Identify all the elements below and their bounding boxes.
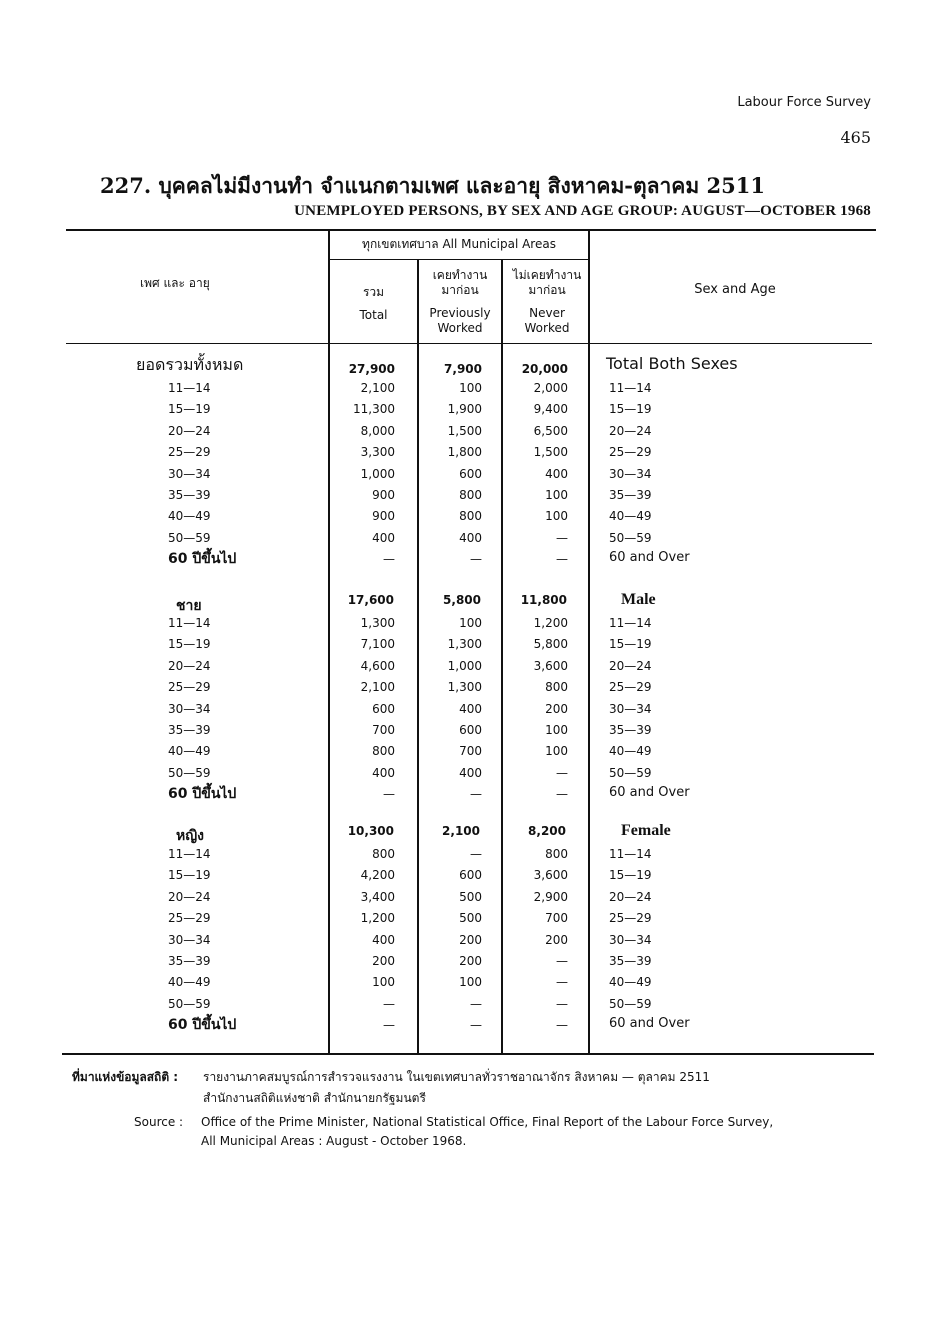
group-label-thai: หญิง [176, 828, 204, 844]
row-age-thai: 15—19 [168, 402, 211, 416]
source-thai-line-2: สำนักงานสถิติแห่งชาติ สำนักนายกรัฐมนตรี [203, 1091, 426, 1105]
row-prev-value: 1,800 [447, 445, 482, 459]
row-total-value: 3,400 [360, 890, 395, 904]
row-total-value: 400 [372, 933, 395, 947]
row-age-english: 25—29 [609, 445, 652, 459]
header-sex-age-english: Sex and Age [694, 282, 776, 297]
row-age-thai: 50—59 [168, 766, 211, 780]
row-never-value: — [556, 954, 568, 968]
table-bottom-rule [62, 1053, 874, 1055]
table-title-thai: 227. บุคคลไม่มีงานทำ จำแนกตามเพศ และอายุ สิงหาคม-ตุลาคม 2511 [100, 173, 765, 198]
row-prev-value: 1,900 [447, 402, 482, 416]
source-thai-label: ที่มาแห่งข้อมูลสถิติ : [72, 1070, 179, 1084]
row-never-value: 1,200 [533, 616, 568, 630]
row-prev-value: 800 [459, 488, 482, 502]
row-age-english: 15—19 [609, 637, 652, 651]
running-head: Labour Force Survey [737, 95, 871, 110]
row-total-value: 8,000 [360, 424, 395, 438]
row-age-english: 20—24 [609, 659, 652, 673]
row-age-thai: 35—39 [168, 488, 211, 502]
row-age-english: 30—34 [609, 702, 652, 716]
row-total-value: 7,100 [360, 637, 395, 651]
row-prev-value: 600 [459, 723, 482, 737]
row-age-thai: 11—14 [168, 616, 211, 630]
row-prev-value: — [470, 787, 482, 801]
column-rule-4 [588, 230, 590, 1054]
table-top-rule [66, 229, 876, 231]
row-prev-value: 100 [459, 975, 482, 989]
row-age-english: 50—59 [609, 766, 652, 780]
row-never-value: 5,800 [533, 637, 568, 651]
header-total-thai: รวม [362, 285, 385, 299]
row-age-english: 35—39 [609, 723, 652, 737]
row-age-english: 40—49 [609, 744, 652, 758]
header-sex-age-thai: เพศ และ อายุ [140, 276, 210, 290]
row-prev-value: 1,500 [447, 424, 482, 438]
row-prev-value: — [470, 1018, 482, 1032]
group-label-english: Female [621, 822, 671, 839]
row-never-value: 100 [545, 488, 568, 502]
row-never-value: — [556, 552, 568, 566]
row-never-value: 700 [545, 911, 568, 925]
row-prev-value: 100 [459, 381, 482, 395]
row-age-english: 11—14 [609, 616, 652, 630]
row-never-value: — [556, 997, 568, 1011]
row-total-value: 900 [372, 488, 395, 502]
group-total-value: 27,900 [348, 362, 395, 376]
row-age-thai: 20—24 [168, 424, 211, 438]
row-total-value: 900 [372, 509, 395, 523]
row-age-thai: 30—34 [168, 933, 211, 947]
row-never-value: 3,600 [533, 659, 568, 673]
row-age-english: 35—39 [609, 954, 652, 968]
row-age-thai: 20—24 [168, 890, 211, 904]
row-age-thai: 30—34 [168, 702, 211, 716]
row-total-value: — [383, 787, 395, 801]
row-prev-value: — [470, 997, 482, 1011]
row-prev-value: — [470, 552, 482, 566]
row-prev-value: 1,300 [447, 680, 482, 694]
row-age-thai: 60 ปีขึ้นไป [168, 1017, 237, 1033]
header-previously-worked-english: Previously Worked [429, 306, 491, 335]
row-prev-value: 500 [459, 911, 482, 925]
row-age-thai: 35—39 [168, 954, 211, 968]
row-never-value: 2,900 [533, 890, 568, 904]
row-age-thai: 15—19 [168, 868, 211, 882]
row-never-value: — [556, 975, 568, 989]
row-age-english: 30—34 [609, 933, 652, 947]
row-never-value: 1,500 [533, 445, 568, 459]
row-prev-value: 200 [459, 954, 482, 968]
row-total-value: 400 [372, 766, 395, 780]
row-total-value: 800 [372, 847, 395, 861]
row-age-english: 15—19 [609, 402, 652, 416]
row-age-thai: 11—14 [168, 381, 211, 395]
row-prev-value: 1,300 [447, 637, 482, 651]
row-age-english: 25—29 [609, 911, 652, 925]
group-label-english: Male [621, 591, 656, 608]
row-prev-value: 700 [459, 744, 482, 758]
row-age-english: 60 and Over [609, 1016, 690, 1031]
row-age-thai: 11—14 [168, 847, 211, 861]
row-total-value: 100 [372, 975, 395, 989]
row-age-thai: 25—29 [168, 680, 211, 694]
row-age-english: 50—59 [609, 997, 652, 1011]
row-age-english: 20—24 [609, 424, 652, 438]
row-total-value: 1,300 [360, 616, 395, 630]
row-never-value: 200 [545, 933, 568, 947]
row-total-value: 2,100 [360, 680, 395, 694]
source-english-line-2: All Municipal Areas : August - October 1968. [201, 1134, 467, 1148]
row-age-thai: 20—24 [168, 659, 211, 673]
row-prev-value: 600 [459, 467, 482, 481]
row-age-thai: 60 ปีขึ้นไป [168, 786, 237, 802]
row-age-english: 20—24 [609, 890, 652, 904]
span-header-rule [330, 259, 588, 260]
row-age-english: 60 and Over [609, 785, 690, 800]
row-total-value: 400 [372, 531, 395, 545]
row-age-thai: 60 ปีขึ้นไป [168, 551, 237, 567]
row-age-thai: 50—59 [168, 997, 211, 1011]
row-age-english: 35—39 [609, 488, 652, 502]
row-total-value: 2,100 [360, 381, 395, 395]
row-age-thai: 40—49 [168, 975, 211, 989]
row-never-value: 3,600 [533, 868, 568, 882]
row-total-value: 200 [372, 954, 395, 968]
row-total-value: 1,200 [360, 911, 395, 925]
header-all-municipal-areas: ทุกเขตเทศบาล All Municipal Areas [362, 237, 556, 251]
row-age-english: 50—59 [609, 531, 652, 545]
row-prev-value: 1,000 [447, 659, 482, 673]
source-english-label: Source : [134, 1115, 184, 1129]
row-prev-value: 400 [459, 766, 482, 780]
page-number: 465 [840, 128, 871, 147]
group-total-value: 10,300 [347, 824, 394, 838]
row-total-value: 3,300 [360, 445, 395, 459]
header-never-worked-english: Never Worked [524, 306, 570, 335]
group-prev-value: 5,800 [443, 593, 481, 607]
row-age-thai: 35—39 [168, 723, 211, 737]
row-prev-value: 100 [459, 616, 482, 630]
row-age-thai: 15—19 [168, 637, 211, 651]
row-age-thai: 30—34 [168, 467, 211, 481]
row-never-value: — [556, 531, 568, 545]
row-total-value: 4,600 [360, 659, 395, 673]
header-total-english: Total [359, 308, 388, 322]
row-never-value: 100 [545, 723, 568, 737]
row-total-value: — [383, 997, 395, 1011]
group-never-value: 20,000 [521, 362, 568, 376]
row-total-value: — [383, 552, 395, 566]
row-total-value: 11,300 [353, 402, 395, 416]
group-prev-value: 2,100 [442, 824, 480, 838]
row-age-english: 40—49 [609, 975, 652, 989]
row-age-english: 40—49 [609, 509, 652, 523]
header-previously-worked-thai: เคยทำงาน มาก่อน [432, 268, 488, 297]
row-never-value: 800 [545, 680, 568, 694]
row-prev-value: 400 [459, 702, 482, 716]
row-age-english: 25—29 [609, 680, 652, 694]
row-never-value: 200 [545, 702, 568, 716]
row-prev-value: 800 [459, 509, 482, 523]
row-total-value: 4,200 [360, 868, 395, 882]
row-total-value: 600 [372, 702, 395, 716]
source-english-line-1: Office of the Prime Minister, National Statistical Office, Final Report of the Labour Force Survey, [201, 1115, 774, 1129]
source-thai-line-1: รายงานภาคสมบูรณ์การสำรวจแรงงาน ในเขตเทศบาลทั่วราชอาณาจักร สิงหาคม — ตุลาคม 2511 [203, 1070, 710, 1084]
row-age-thai: 25—29 [168, 445, 211, 459]
row-age-thai: 40—49 [168, 744, 211, 758]
row-never-value: — [556, 1018, 568, 1032]
group-total-value: 17,600 [347, 593, 394, 607]
header-never-worked-thai: ไม่เคยทำงาน มาก่อน [512, 268, 582, 297]
row-prev-value: 400 [459, 531, 482, 545]
row-never-value: 2,000 [533, 381, 568, 395]
row-age-english: 60 and Over [609, 550, 690, 565]
row-total-value: — [383, 1018, 395, 1032]
group-never-value: 8,200 [528, 824, 566, 838]
row-prev-value: — [470, 847, 482, 861]
row-total-value: 800 [372, 744, 395, 758]
row-age-thai: 40—49 [168, 509, 211, 523]
row-never-value: 9,400 [533, 402, 568, 416]
row-never-value: 400 [545, 467, 568, 481]
row-never-value: 800 [545, 847, 568, 861]
row-never-value: 100 [545, 509, 568, 523]
row-age-english: 15—19 [609, 868, 652, 882]
group-label-thai: ยอดรวมทั้งหมด [136, 355, 244, 374]
group-label-thai: ชาย [176, 598, 202, 614]
row-never-value: — [556, 766, 568, 780]
row-age-thai: 25—29 [168, 911, 211, 925]
row-prev-value: 500 [459, 890, 482, 904]
row-prev-value: 200 [459, 933, 482, 947]
row-age-english: 11—14 [609, 847, 652, 861]
group-never-value: 11,800 [520, 593, 567, 607]
header-bottom-rule [66, 343, 872, 344]
row-age-english: 30—34 [609, 467, 652, 481]
group-label-english: Total Both Sexes [606, 354, 738, 373]
row-total-value: 1,000 [360, 467, 395, 481]
row-total-value: 700 [372, 723, 395, 737]
row-age-english: 11—14 [609, 381, 652, 395]
row-never-value: 100 [545, 744, 568, 758]
row-never-value: 6,500 [533, 424, 568, 438]
row-prev-value: 600 [459, 868, 482, 882]
row-age-thai: 50—59 [168, 531, 211, 545]
table-title-english: UNEMPLOYED PERSONS, BY SEX AND AGE GROUP: AUGUST—OCTOBER 1968 [294, 203, 871, 219]
row-never-value: — [556, 787, 568, 801]
group-prev-value: 7,900 [444, 362, 482, 376]
